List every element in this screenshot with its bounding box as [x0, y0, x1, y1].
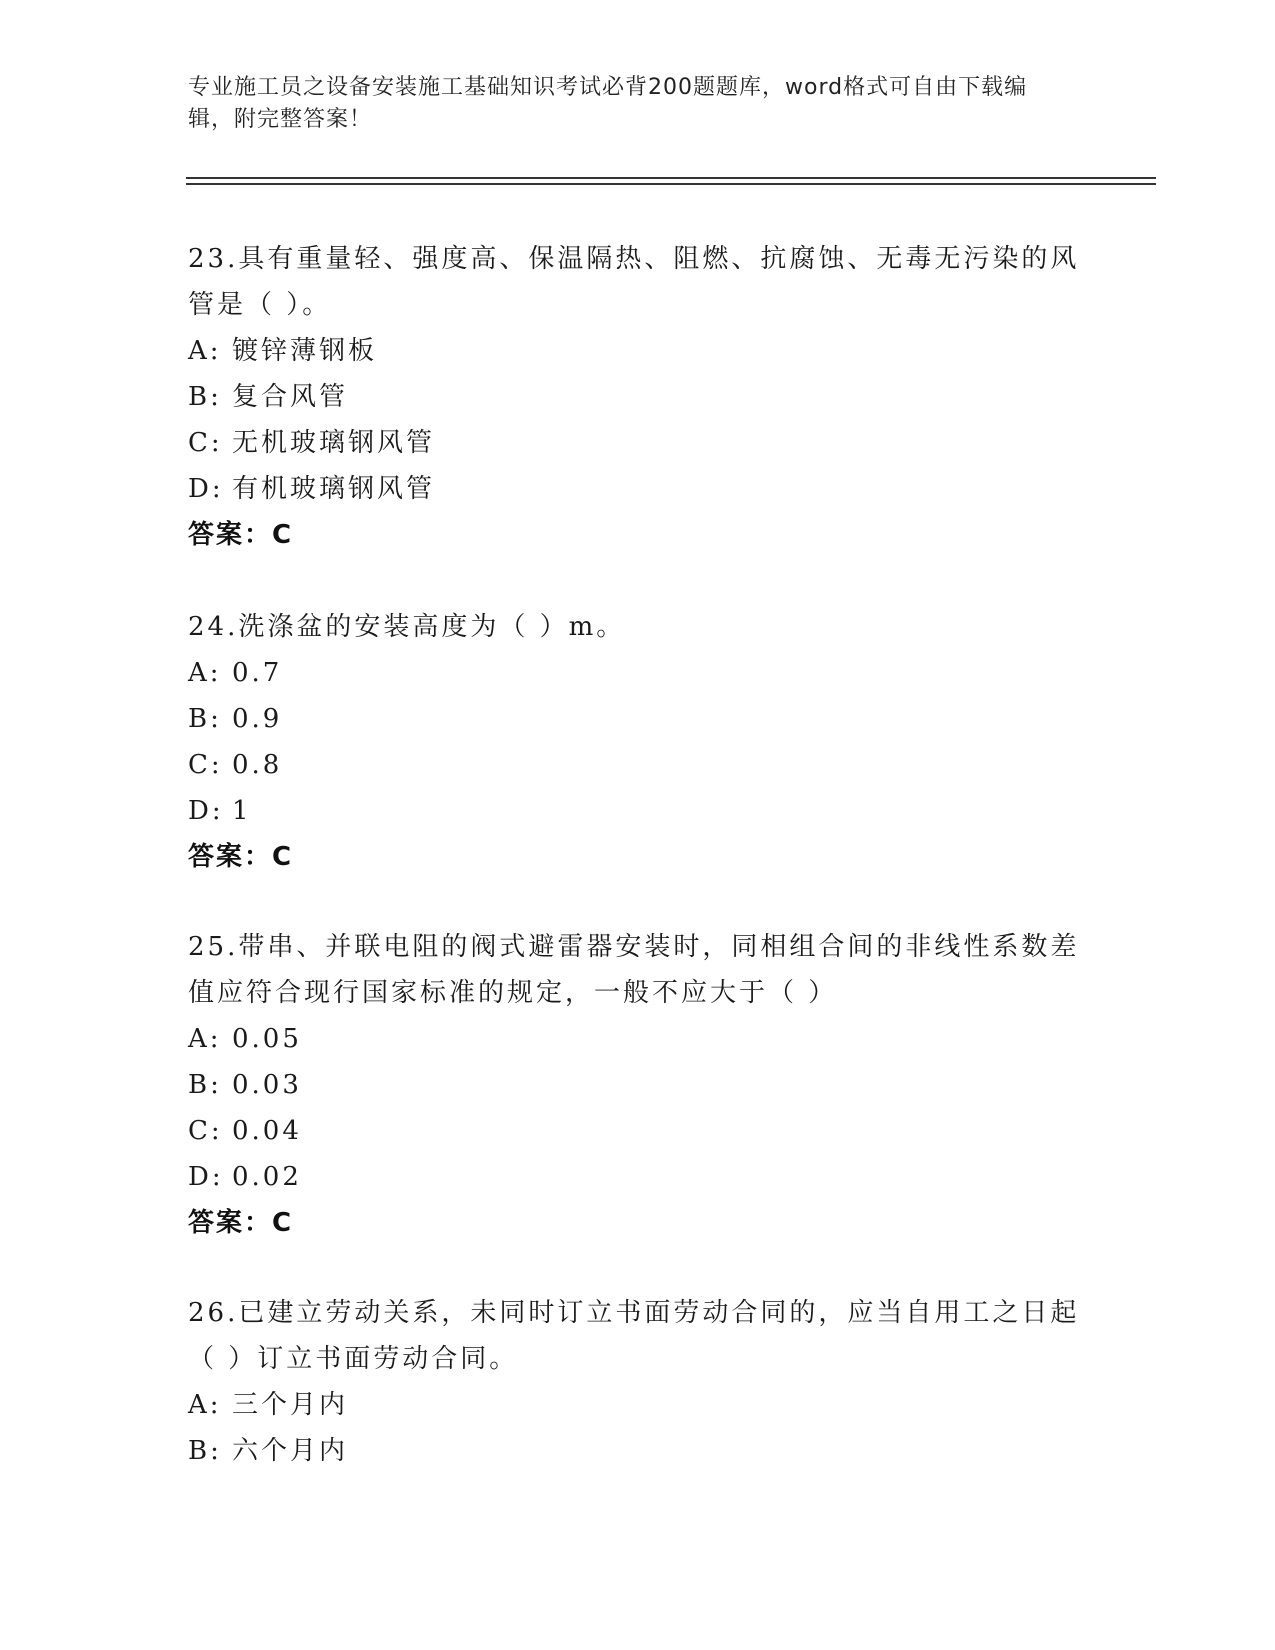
option-text: 镀锌薄钢板	[232, 336, 378, 366]
question-text	[188, 604, 1088, 650]
option-text: 1	[232, 796, 252, 826]
question-text	[188, 1290, 1088, 1382]
option-b	[188, 1428, 1088, 1474]
option-text: 0.9	[232, 704, 283, 734]
question-stem: 洗涤盆的安装高度为（ ）m。	[238, 612, 626, 642]
option-text: 0.04	[232, 1116, 302, 1146]
question-number: 23.	[188, 244, 239, 274]
option-d	[188, 466, 1088, 512]
option-letter: D:	[188, 474, 224, 504]
option-a	[188, 1382, 1088, 1428]
option-d	[188, 788, 1088, 834]
question-stem: 带串、并联电阻的阀式避雷器安装时，同相组合间的非线性系数差值应符合现行国家标准的规定，一般不应大于（ ）	[188, 932, 1080, 1008]
option-a	[188, 1016, 1088, 1062]
option-letter: D:	[188, 796, 224, 826]
option-text: 三个月内	[232, 1390, 349, 1420]
document-header: 专业施工员之设备安装施工基础知识考试必背200题题库，word格式可自由下载编辑，附完整答案！	[188, 75, 1028, 132]
option-text: 0.02	[232, 1162, 302, 1192]
question-number: 26.	[188, 1298, 239, 1328]
question-number: 24.	[188, 612, 239, 642]
header-divider-bottom	[186, 183, 1156, 185]
option-letter: C:	[188, 428, 223, 458]
option-letter: B:	[188, 1070, 222, 1100]
question-stem: 具有重量轻、强度高、保温隔热、阻燃、抗腐蚀、无毒无污染的风管是（ ）。	[188, 244, 1080, 320]
question-text	[188, 236, 1088, 328]
option-text: 0.05	[232, 1024, 302, 1054]
option-a	[188, 650, 1088, 696]
option-letter: A:	[188, 658, 222, 688]
option-text: 复合风管	[232, 382, 349, 412]
question-number: 25.	[188, 932, 239, 962]
option-text: 无机玻璃钢风管	[232, 428, 436, 458]
option-text: 0.8	[232, 750, 283, 780]
option-letter: A:	[188, 336, 222, 366]
answer-label: 答案：C	[188, 842, 294, 872]
option-text: 六个月内	[232, 1436, 349, 1466]
option-letter: C:	[188, 750, 223, 780]
option-letter: B:	[188, 382, 222, 412]
option-b	[188, 696, 1088, 742]
option-c	[188, 1108, 1088, 1154]
option-c	[188, 420, 1088, 466]
option-letter: B:	[188, 704, 222, 734]
option-text: 0.03	[232, 1070, 302, 1100]
question-26	[188, 1290, 1088, 1474]
option-c	[188, 742, 1088, 788]
question-text	[188, 924, 1088, 1016]
option-letter: A:	[188, 1390, 222, 1420]
option-letter: D:	[188, 1162, 224, 1192]
option-letter: C:	[188, 1116, 223, 1146]
option-d	[188, 1154, 1088, 1200]
option-b	[188, 1062, 1088, 1108]
question-25	[188, 924, 1088, 1246]
option-text: 有机玻璃钢风管	[232, 474, 436, 504]
option-a	[188, 328, 1088, 374]
question-23	[188, 236, 1088, 558]
option-letter: A:	[188, 1024, 222, 1054]
option-letter: B:	[188, 1436, 222, 1466]
option-text: 0.7	[232, 658, 283, 688]
answer-label: 答案：C	[188, 1208, 294, 1238]
option-b	[188, 374, 1088, 420]
answer-label: 答案：C	[188, 520, 294, 550]
question-stem: 已建立劳动关系，未同时订立书面劳动合同的，应当自用工之日起（ ）订立书面劳动合同。	[188, 1298, 1080, 1374]
header-divider-top	[186, 177, 1156, 179]
question-24	[188, 604, 1088, 880]
